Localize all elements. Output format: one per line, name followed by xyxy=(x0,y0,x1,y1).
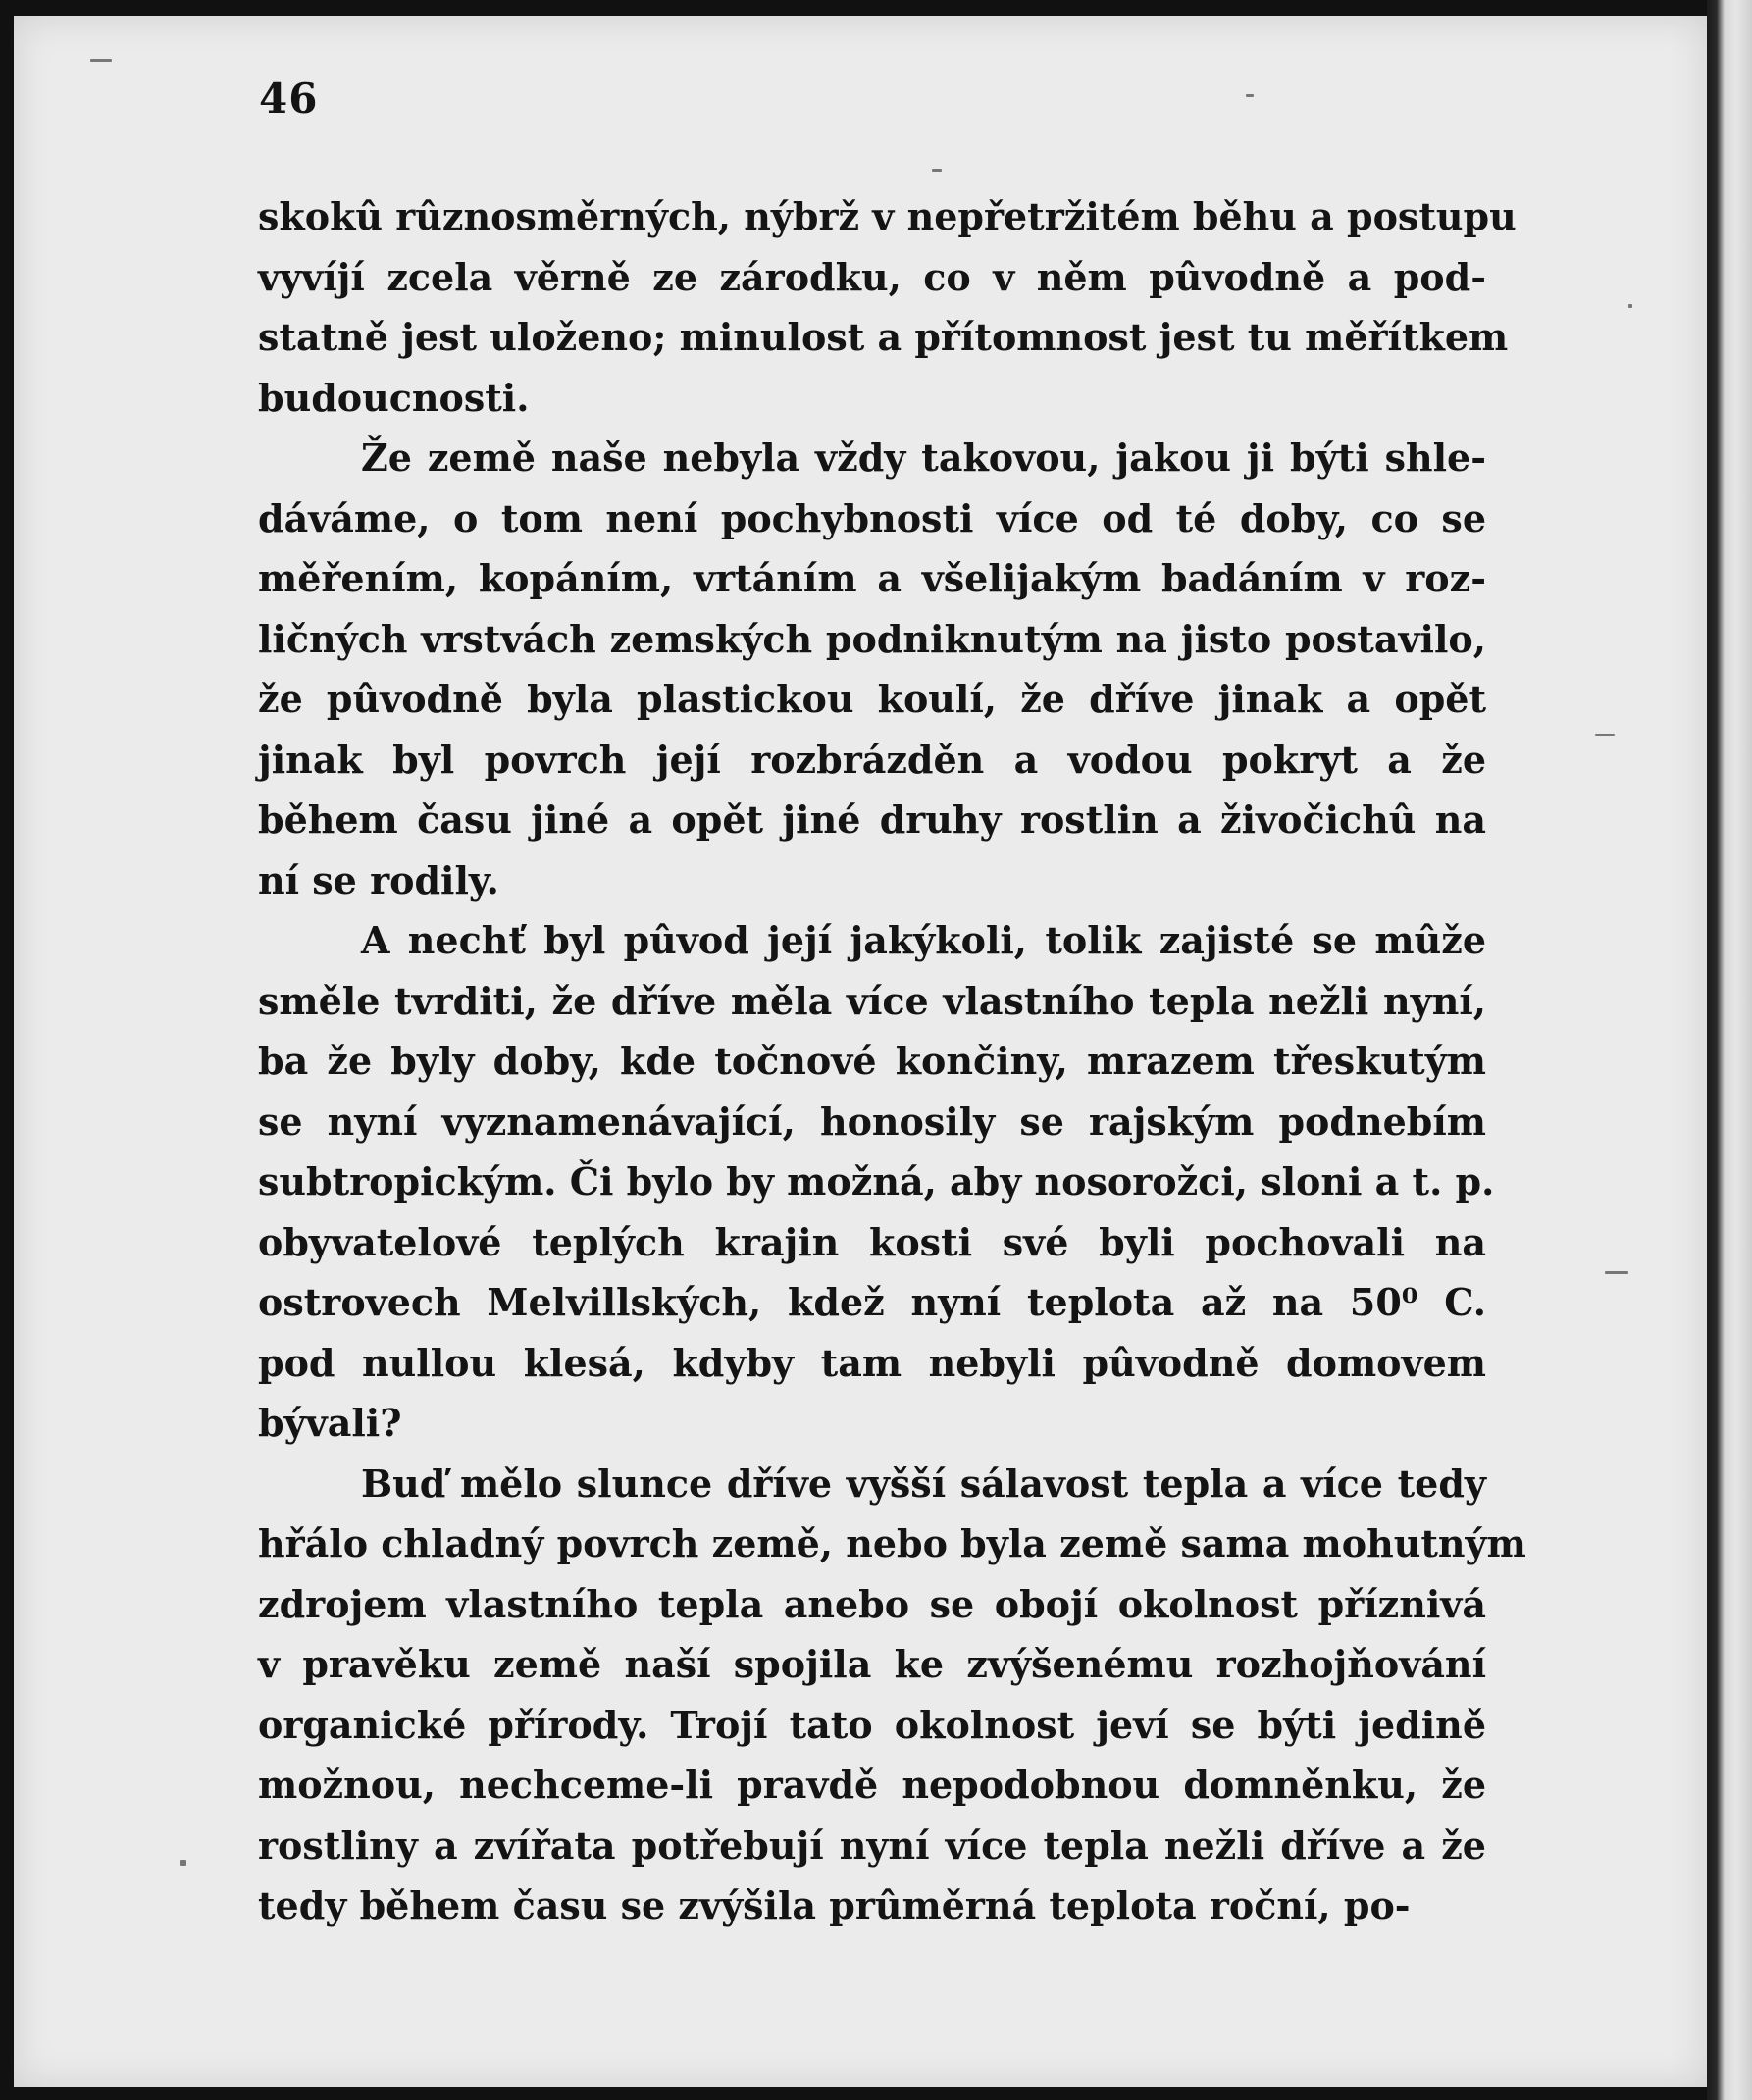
text-line: rostliny a zvířata potřebují nyní více tepla nežli dříve a že xyxy=(258,1822,1486,1868)
paragraph xyxy=(258,1454,1526,1936)
text-line: že pûvodně byla plastickou koulí, že dříve jinak a opět xyxy=(258,677,1486,721)
scan-speck xyxy=(90,59,112,62)
next-page-edge xyxy=(1707,0,1752,2100)
text-line: A nechť byl pûvod její jakýkoli, tolik zajisté se mûže xyxy=(361,918,1486,962)
text-line: vyvíjí zcela věrně ze zárodku, co v něm pûvodně a pod- xyxy=(258,254,1486,299)
text-line: tedy během času se zvýšila prûměrná teplota roční, po- xyxy=(258,1883,1411,1927)
text-line: Buď mělo slunce dříve vyšší sálavost tepla a více tedy xyxy=(361,1460,1486,1506)
scan-speck xyxy=(1628,304,1632,308)
text-line: se nyní vyznamenávající, honosily se rajským podnebím xyxy=(258,1099,1486,1144)
text-line: skokû rûznosměrných, nýbrž v nepřetržitém běhu a postupu xyxy=(258,194,1517,238)
text-line: ní se rodily. xyxy=(258,857,499,902)
paragraph xyxy=(258,186,1517,428)
text-line: zdrojem vlastního tepla anebo se obojí okolnost příznivá xyxy=(258,1581,1486,1626)
paragraph xyxy=(258,428,1486,910)
text-line: Že země naše nebyla vždy takovou, jakou ji býti shle- xyxy=(361,435,1486,480)
text-line: obyvatelové teplých krajin kosti své byli pochovali na xyxy=(258,1219,1486,1264)
text-line: statně jest uloženo; minulost a přítomnost jest tu měřítkem xyxy=(258,315,1509,359)
text-line: možnou, nechceme-li pravdě nepodobnou domněnku, že xyxy=(258,1763,1486,1807)
text-line: dáváme, o tom není pochybnosti více od té doby, co se xyxy=(258,495,1486,540)
text-line: organické přírody. Trojí tato okolnost jeví se býti jedině xyxy=(258,1702,1486,1747)
text-line: ostrovech Melvillských, kdež nyní teplota až na 50⁰ C. xyxy=(258,1280,1486,1324)
paragraph xyxy=(258,910,1495,1454)
text-line: ličných vrstvách zemských podniknutým na jisto postavilo, xyxy=(258,616,1486,661)
text-line: měřením, kopáním, vrtáním a všelijakým badáním v roz- xyxy=(258,556,1486,600)
text-line: bývali? xyxy=(258,1401,402,1445)
scan-speck xyxy=(1246,94,1254,97)
text-line: v pravěku země naší spojila ke zvýšenému rozhojňování xyxy=(258,1642,1486,1686)
text-line: subtropickým. Či bylo by možná, aby nosorožci, sloni a t. p. xyxy=(258,1159,1495,1204)
scan-speck xyxy=(180,1860,186,1866)
scan-speck xyxy=(932,169,942,172)
page-number: 46 xyxy=(259,75,319,123)
text-line: pod nullou klesá, kdyby tam nebyli pûvodně domovem xyxy=(258,1340,1486,1385)
text-line: ba že byly doby, kde točnové končiny, mrazem třeskutým xyxy=(258,1039,1486,1083)
text-line: budoucnosti. xyxy=(258,375,530,420)
scan-speck xyxy=(1595,734,1615,736)
text-line: směle tvrditi, že dříve měla více vlastního tepla nežli nyní, xyxy=(258,978,1486,1023)
text-line: během času jiné a opět jiné druhy rostlin a živočichû na xyxy=(258,797,1486,842)
body-text xyxy=(258,186,1526,1936)
text-line: hřálo chladný povrch země, nebo byla země sama mohutným xyxy=(258,1521,1526,1565)
scan-speck xyxy=(1605,1271,1628,1274)
text-line: jinak byl povrch její rozbrázděn a vodou pokryt a že xyxy=(258,737,1486,782)
